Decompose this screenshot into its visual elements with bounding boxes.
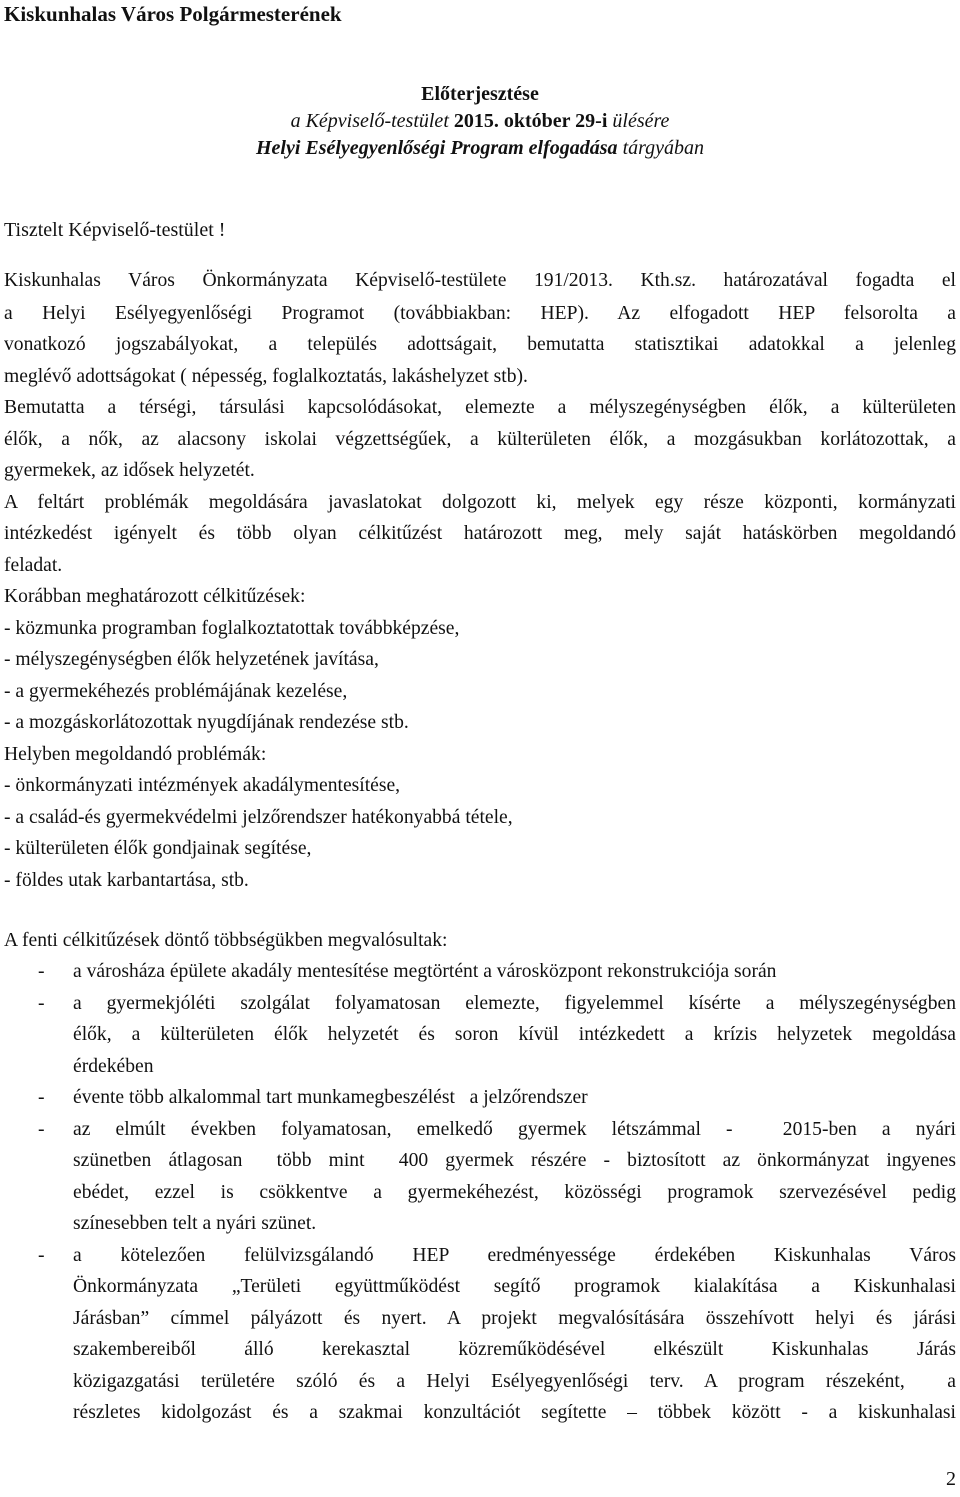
- intro-line: a Helyi Esélyegyenlőségi Programot (továbbiakban: HEP). Az elfogadott HEP felsorolta a: [4, 303, 956, 324]
- subject-post: tárgyában: [617, 137, 705, 159]
- intro-line: Kiskunhalas Város Önkormányzata Képviselő-testülete 191/2013. Kth.sz. határozatával fogadta el: [4, 270, 956, 291]
- meeting-date: 2015. október 29-i: [453, 110, 608, 132]
- intro-line: feladat.: [4, 555, 63, 576]
- bullet-dash: -: [38, 1087, 45, 1108]
- intro-line: élők, a nők, az alacsony iskolai végzettségűek, a külterületen élők, a mozgásukban korlátozottak, a: [4, 429, 956, 450]
- subject-line: [0, 135, 960, 161]
- achieved-line: közigazgatási területére szóló és a Helyi Esélyegyenlőségi terv. A program részeként, a: [73, 1371, 956, 1392]
- page-number: 2: [946, 1468, 956, 1490]
- achieved-line: évente több alkalommal tart munkamegbeszélést a jelzőrendszer: [73, 1087, 588, 1108]
- intro-line: meglévő adottságokat ( népesség, foglalkoztatás, lakáshelyzet stb).: [4, 366, 528, 387]
- intro-line: intézkedést igényelt és több olyan célkitűzést határozott meg, mely saját hatáskörben megoldandó: [4, 523, 956, 544]
- goals-item: - a gyermekéhezés problémájának kezelése,: [4, 681, 348, 702]
- meeting-post: ülésére: [607, 110, 670, 132]
- achieved-line: élők, a külterületen élők helyzetét és soron kívül intézkedett a krízis helyzetek megoldása: [73, 1024, 956, 1045]
- achieved-line: szakembereiből álló kerekasztal közreműködésével elkészült Kiskunhalas Járás: [73, 1339, 956, 1360]
- achieved-line: színesebben telt a nyári szünet.: [73, 1213, 317, 1234]
- bullet-dash: -: [38, 1245, 45, 1266]
- achieved-line: Önkormányzata „Területi együttműködést segítő programok kialakítása a Kiskunhalasi: [73, 1276, 956, 1297]
- local-item: - a család-és gyermekvédelmi jelzőrendszer hatékonyabbá tétele,: [4, 807, 513, 828]
- bullet-dash: -: [38, 961, 45, 982]
- achieved-line: a kötelezően felülvizsgálandó HEP eredményessége érdekében Kiskunhalas Város: [73, 1245, 956, 1266]
- achieved-line: részletes kidolgozást és a szakmai konzultációt segítette – többek között - a kiskunhalasi: [73, 1402, 956, 1423]
- bullet-dash: -: [38, 1119, 45, 1140]
- local-item: - külterületen élők gondjainak segítése,: [4, 838, 312, 859]
- meeting-line: [0, 108, 960, 134]
- achieved-line: a városháza épülete akadály mentesítése megtörtént a városközpont rekonstrukciója során: [73, 961, 777, 982]
- intro-line: A feltárt problémák megoldására javaslatokat dolgozott ki, melyek egy része központi, kormányzati: [4, 492, 956, 513]
- subject-text: Helyi Esélyegyenlőségi Program elfogadása: [255, 137, 618, 159]
- meeting-pre: a Képviselő-testület: [290, 110, 454, 132]
- council-title: Kiskunhalas Város Polgármesterének: [4, 2, 342, 26]
- achieved-line: érdekében: [73, 1056, 154, 1077]
- goals-heading: Korábban meghatározott célkitűzések:: [4, 586, 306, 607]
- local-item: - önkormányzati intézmények akadálymentesítése,: [4, 775, 401, 796]
- bullet-dash: -: [38, 993, 45, 1014]
- achieved-line: a gyermekjóléti szolgálat folyamatosan elemezte, figyelemmel kísérte a mélyszegénységben: [73, 993, 956, 1014]
- intro-line: Bemutatta a térségi, társulási kapcsolódásokat, elemezte a mélyszegénységben élők, a külterületen: [4, 397, 956, 418]
- goals-item: - közmunka programban foglalkoztatottak továbbképzése,: [4, 618, 460, 639]
- achieved-line: Járásban” címmel pályázott és nyert. A projekt megvalósítására összehívott helyi és járási: [73, 1308, 956, 1329]
- proposal-title: Előterjesztése: [421, 83, 539, 105]
- achieved-line: az elmúlt években folyamatosan, emelkedő gyermek létszámmal - 2015-ben a nyári: [73, 1119, 956, 1140]
- achieved-line: ebédet, ezzel is csökkentve a gyermekéhezést, közösségi programok szervezésével pedig: [73, 1182, 956, 1203]
- goals-item: - a mozgáskorlátozottak nyugdíjának rendezése stb.: [4, 712, 409, 733]
- local-item: - földes utak karbantartása, stb.: [4, 870, 249, 891]
- greeting: Tisztelt Képviselő-testület !: [4, 219, 226, 241]
- achieved-heading: A fenti célkitűzések döntő többségükben megvalósultak:: [4, 930, 448, 951]
- intro-line: vonatkozó jogszabályokat, a település adottságait, bemutatta statisztikai adatokkal a jelenleg: [4, 334, 956, 355]
- achieved-line: szünetben átlagosan több mint 400 gyermek részére - biztosított az önkormányzat ingyenes: [73, 1150, 956, 1171]
- local-heading: Helyben megoldandó problémák:: [4, 744, 267, 765]
- intro-line: gyermekek, az idősek helyzetét.: [4, 460, 255, 481]
- goals-item: - mélyszegénységben élők helyzetének javítása,: [4, 649, 379, 670]
